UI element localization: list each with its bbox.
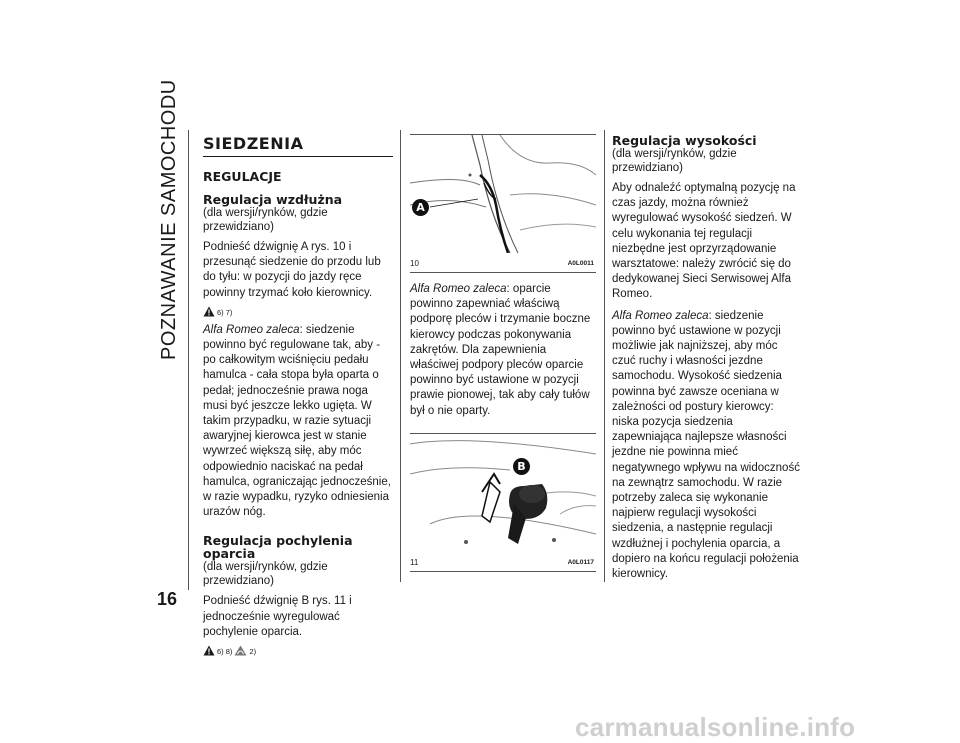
subsection-heading: Regulacja wysokości — [612, 133, 757, 148]
column-divider — [604, 130, 605, 582]
paragraph: Aby odnaleźć optymalną pozycję na czas jazdy, można również wyregulować wysokość siedzeń. W celu wykonania tej regulacji niezbędne jest oprzyrządowanie warsztatowe: należy zwrócić się do dedykowanej Sieci Serwisowej Alfa Romeo. — [612, 182, 796, 301]
subsection-heading: Regulacja wzdłużna — [203, 192, 343, 207]
emphasis: Alfa Romeo zaleca — [612, 309, 709, 322]
figure-seat-lever-a — [410, 134, 596, 273]
callout-b: B — [513, 458, 530, 475]
environment-icon — [234, 645, 247, 656]
section-heading: REGULACJE — [203, 169, 282, 184]
paragraph: Podnieść dźwignię A rys. 10 i przesunąć siedzenie do przodu lub do tyłu: w pozycji do jazdy ręce powinny trzymać koło kierownicy. — [203, 241, 381, 299]
paragraph-text: : siedzenie powinno być ustawione w pozycji możliwie jak najniższej, aby móc czuć ruchy i własności jezdne samochodu. Wysokość siedzenia powinna być zawsze oceniana w zależności od postury kierowcy: niska pozycja siedzenia zapewniająca najlepsze własności jezdne nie powinna mieć negatywnego wpływu na widoczność na zewnątrz samochodu. W razie potrzeby zaleca się wykonanie najpierw regulacji wysokości siedzenia, a następnie regulacji wzdłużnej i pochylenia oparcia, a dopiero na końcu regulacji położenia kierownicy. — [612, 309, 800, 581]
figure-code: A0L0011 — [567, 260, 594, 267]
availability-note: (dla wersji/rynków, gdzie przewidziano) — [203, 561, 328, 588]
warning-icon — [203, 645, 215, 656]
availability-note: (dla wersji/rynków, gdzie przewidziano) — [203, 207, 328, 233]
column-middle — [410, 134, 596, 572]
recline-lever-illustration — [410, 434, 596, 552]
column-right — [612, 134, 802, 582]
sidebar-divider — [188, 130, 189, 590]
paragraph-text: : oparcie powinno zapewniać właściwą podporę pleców i trzymanie boczne kierowcy podczas pokonywania zakrętów. Dla zapewnienia właściwej podpory pleców oparcie powinno być ustawione w pozycji prawie pionowej, tak aby cały tułów był o nie oparty. — [410, 283, 591, 417]
figure-code: A0L0117 — [567, 558, 594, 566]
emphasis: Alfa Romeo zaleca — [203, 323, 300, 336]
warning-notes: 6) 8) — [217, 647, 233, 657]
paragraph: Podnieść dźwignię B rys. 11 i jednocześnie wyregulować pochylenie oparcia. — [203, 595, 352, 638]
figure-number: 10 — [410, 259, 419, 268]
column-divider — [400, 130, 401, 582]
column-left — [203, 134, 393, 656]
availability-note: (dla wersji/rynków, gdzie przewidziano) — [612, 148, 737, 174]
subsection-heading: Regulacja pochylenia oparcia — [203, 533, 353, 562]
page-title: SIEDZENIA — [203, 134, 393, 157]
warning-reference — [203, 644, 393, 656]
paragraph — [410, 282, 596, 419]
warning-notes: 6) 7) — [217, 307, 233, 317]
seat-rail-illustration — [410, 135, 596, 253]
page-number: 16 — [157, 589, 178, 609]
warning-reference — [203, 305, 393, 317]
figure-number: 11 — [410, 557, 419, 567]
emphasis: Alfa Romeo zaleca — [410, 283, 507, 295]
paragraph — [612, 309, 802, 583]
footer-watermark: carmanualsonline.info — [575, 712, 856, 742]
figure-seat-lever-b — [410, 433, 596, 572]
paragraph-text: : siedzenie powinno być regulowane tak, aby - po całkowitym wciśnięciu pedału hamulca - cała stopa była oparta o pedał; jednocześnie prawa noga musi być jeszcze lekko ugięta. W takim przypadku, w razie sytuacji awaryjnej kierowca jest w stanie wywrzeć większą siłę, aby móc odpowiednio naciskać na pedał hamulca, ograniczając jednocześnie, w razie wypadku, ryzyko odniesienia urazów nóg. — [203, 323, 391, 519]
environment-notes: 2) — [249, 647, 257, 657]
callout-a: A — [412, 199, 429, 216]
chapter-title: POZNAWANIE SAMOCHODU — [158, 79, 180, 360]
paragraph — [203, 323, 393, 521]
warning-icon — [203, 306, 215, 317]
